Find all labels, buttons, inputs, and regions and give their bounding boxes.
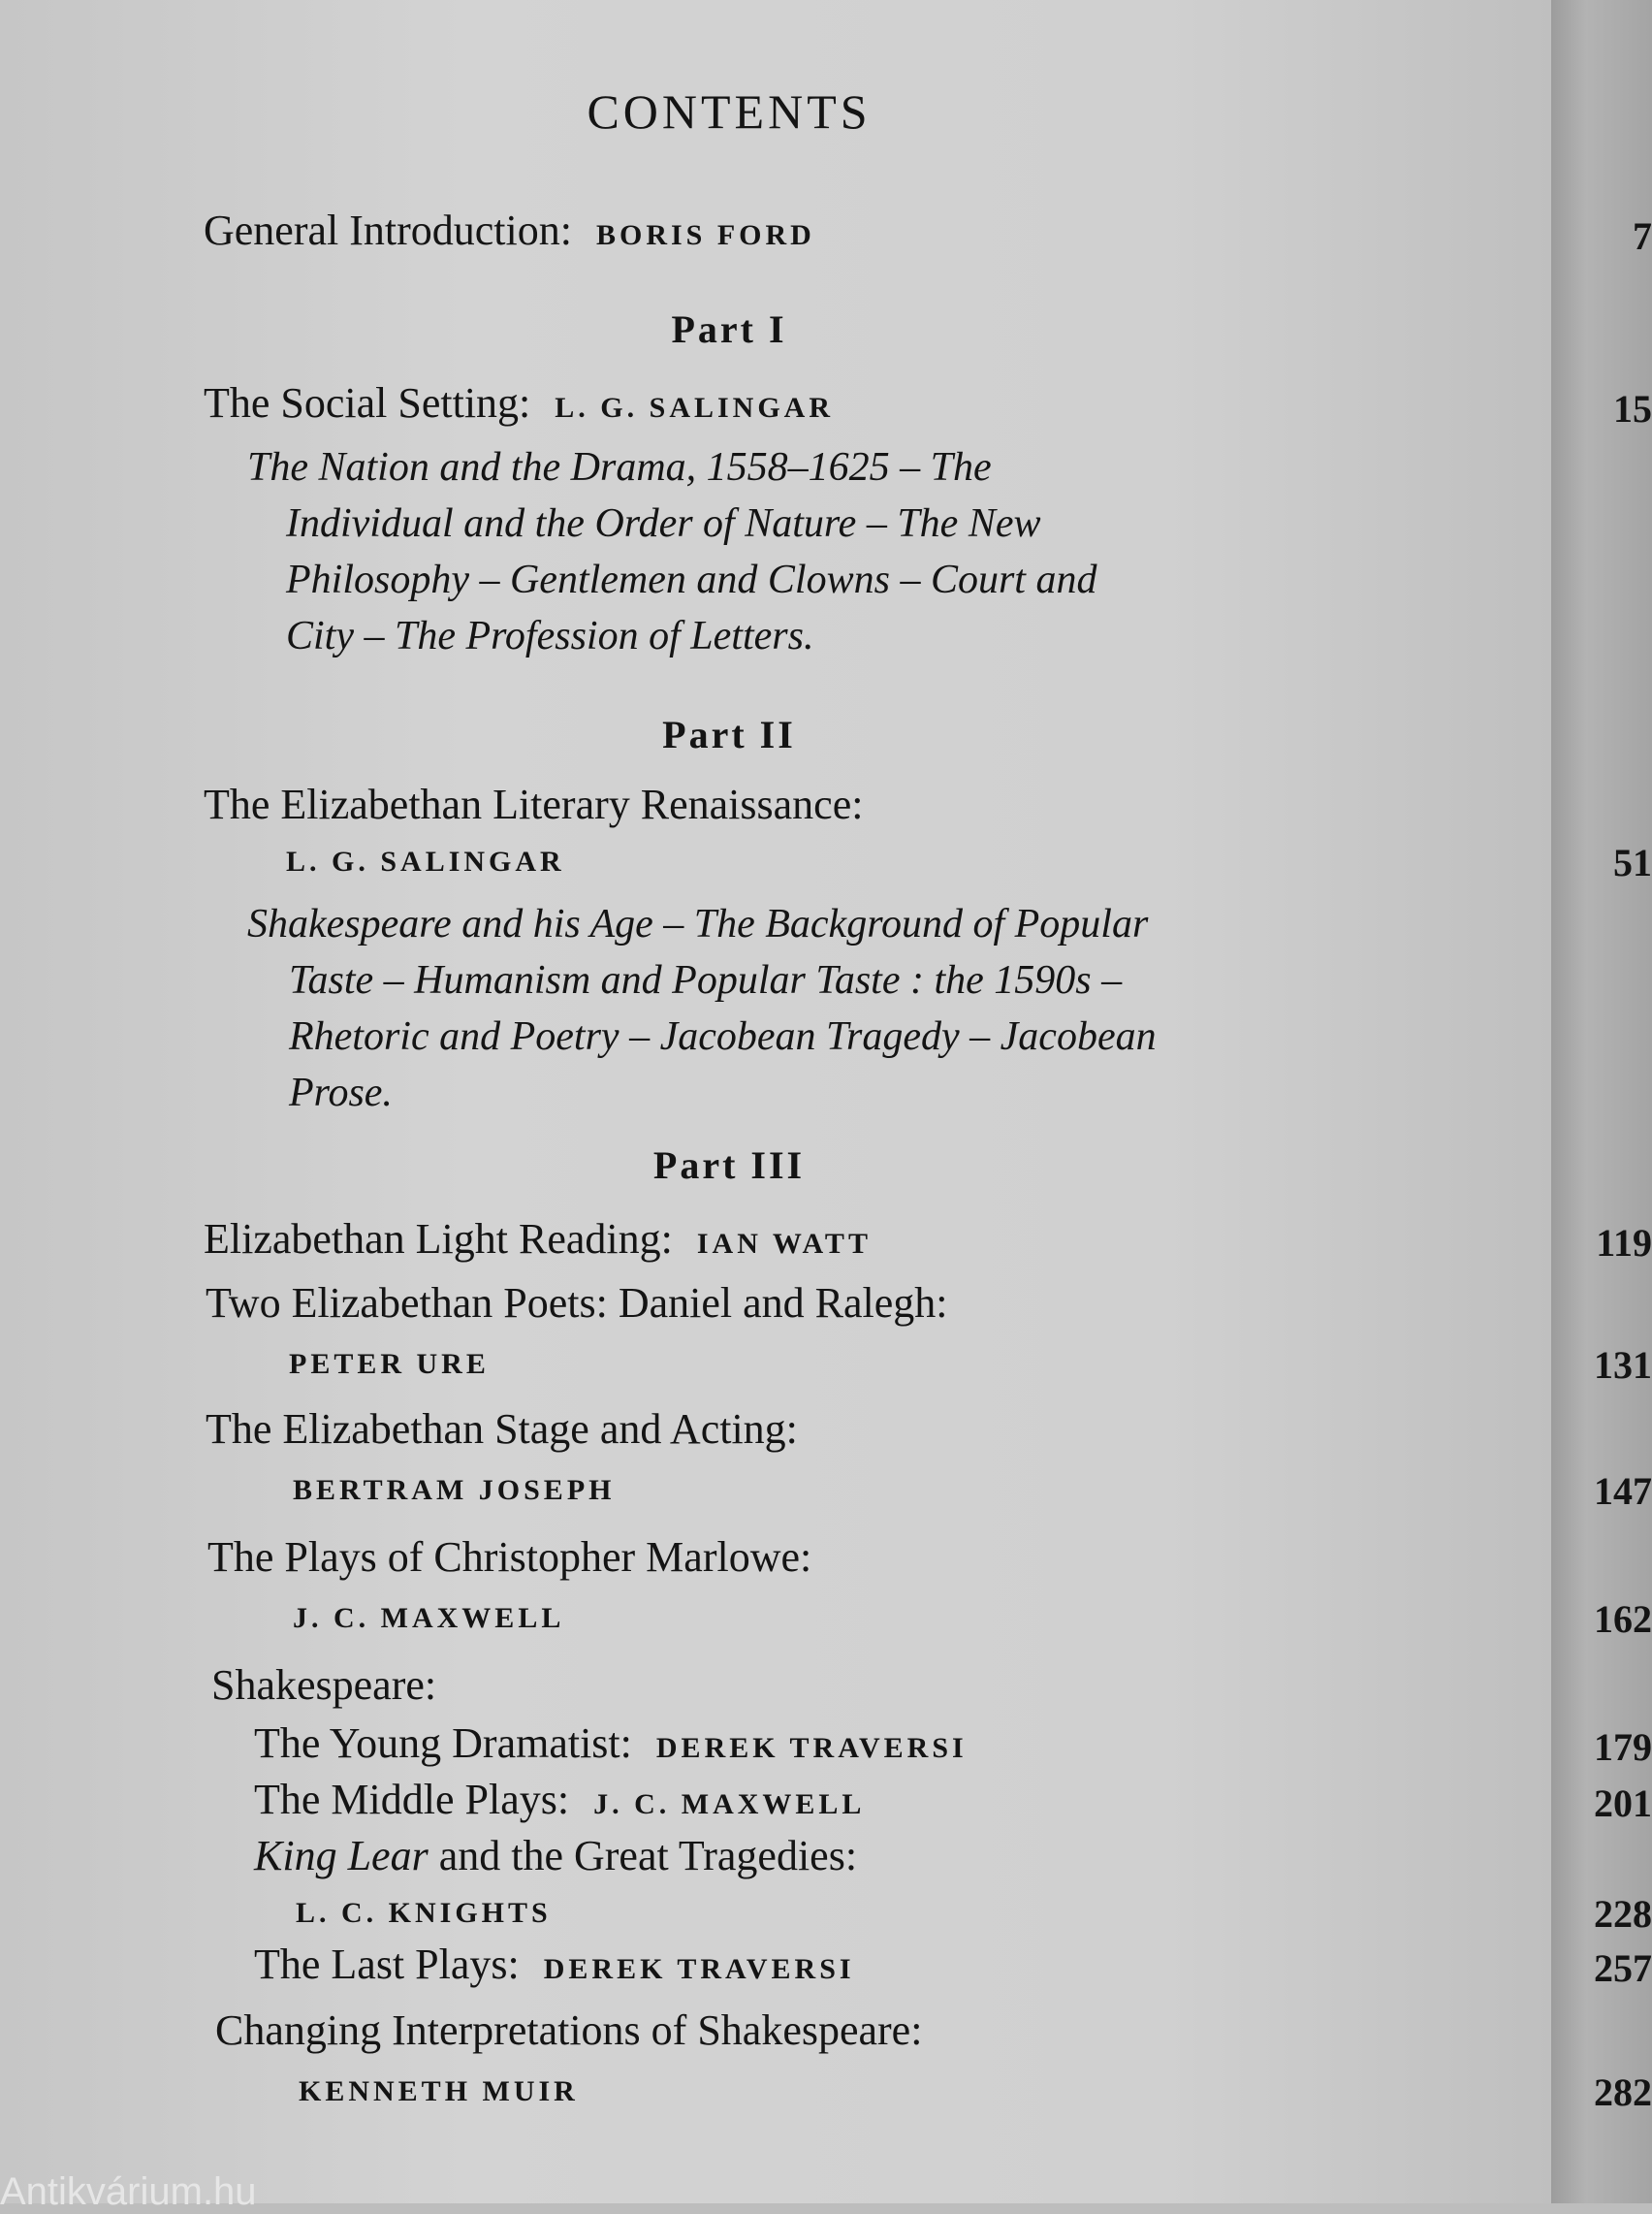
entry-label: Elizabethan Light Reading: [204, 1215, 673, 1263]
entry-author: DEREK TRAVERSI [655, 1732, 968, 1764]
entry-label: The Young Dramatist: [254, 1719, 632, 1767]
description-line: Shakespeare and his Age – The Background of Popular [247, 902, 1149, 947]
part-heading-2: Part II [662, 713, 796, 756]
entry-author: BERTRAM JOSEPH [293, 1474, 616, 1506]
part-heading-1: Part I [671, 307, 787, 351]
page-number: 228 [1594, 1892, 1652, 1936]
toc-subentry-king-lear [254, 1831, 857, 1880]
toc-entry-stage-and-acting: The Elizabethan Stage and Acting: [206, 1405, 798, 1453]
entry-author: J. C. MAXWELL [593, 1788, 866, 1820]
page-number: 119 [1596, 1221, 1652, 1265]
page-number: 179 [1594, 1725, 1652, 1769]
entry-label: The Last Plays: [254, 1941, 520, 1988]
page-number: 51 [1613, 841, 1652, 884]
description-line: The Nation and the Drama, 1558–1625 – The [247, 445, 992, 490]
toc-entry-two-poets: Two Elizabethan Poets: Daniel and Ralegh: [206, 1279, 948, 1327]
entry-label: and the Great Tragedies: [428, 1832, 858, 1879]
description-line: Taste – Humanism and Popular Taste : the 1590s – [289, 958, 1123, 1003]
entry-description [247, 439, 1139, 664]
page-number: 201 [1594, 1781, 1652, 1825]
entry-author: BORIS FORD [595, 219, 815, 251]
entry-description [247, 896, 1168, 1121]
page-number: 147 [1594, 1469, 1652, 1513]
description-line: Rhetoric and Poetry – Jacobean Tragedy – Jacobean [289, 1014, 1157, 1059]
page-number: 257 [1594, 1946, 1652, 1990]
entry-author: J. C. MAXWELL [293, 1602, 565, 1634]
entry-author: L. C. KNIGHTS [296, 1897, 552, 1929]
entry-author: L. G. SALINGAR [286, 846, 565, 878]
entry-label: The Social Setting: [204, 379, 531, 427]
toc-entry-literary-renaissance: The Elizabethan Literary Renaissance: [204, 781, 864, 828]
entry-author: PETER URE [289, 1348, 490, 1380]
description-line: Individual and the Order of Nature – The New [286, 501, 1041, 546]
page-number: 162 [1594, 1597, 1652, 1641]
watermark: Antikvárium.hu [0, 2170, 257, 2213]
entry-author: KENNETH MUIR [299, 2075, 579, 2107]
entry-label-italic: King Lear [254, 1832, 429, 1879]
toc-entry-changing-interpretations: Changing Interpretations of Shakespeare: [215, 2006, 923, 2054]
entry-author: L. G. SALINGAR [555, 392, 835, 424]
page-number: 131 [1594, 1343, 1652, 1387]
toc-entry-marlowe: The Plays of Christopher Marlowe: [207, 1533, 812, 1581]
entry-author: IAN WATT [696, 1228, 872, 1260]
entry-author: DEREK TRAVERSI [543, 1953, 855, 1985]
page-number: 15 [1613, 387, 1652, 431]
description-line: City – The Profession of Letters. [286, 614, 814, 658]
part-heading-3: Part III [652, 1143, 806, 1187]
toc-entry-shakespeare: Shakespeare: [211, 1661, 437, 1709]
book-spine [1551, 0, 1652, 2203]
page-number: 7 [1633, 214, 1652, 258]
entry-label: The Middle Plays: [254, 1776, 570, 1823]
description-line: Prose. [289, 1071, 393, 1115]
entry-label: General Introduction: [204, 207, 572, 254]
page-number: 282 [1594, 2070, 1652, 2114]
page-title: CONTENTS [587, 84, 872, 139]
description-line: Philosophy – Gentlemen and Clowns – Court and [286, 558, 1097, 602]
